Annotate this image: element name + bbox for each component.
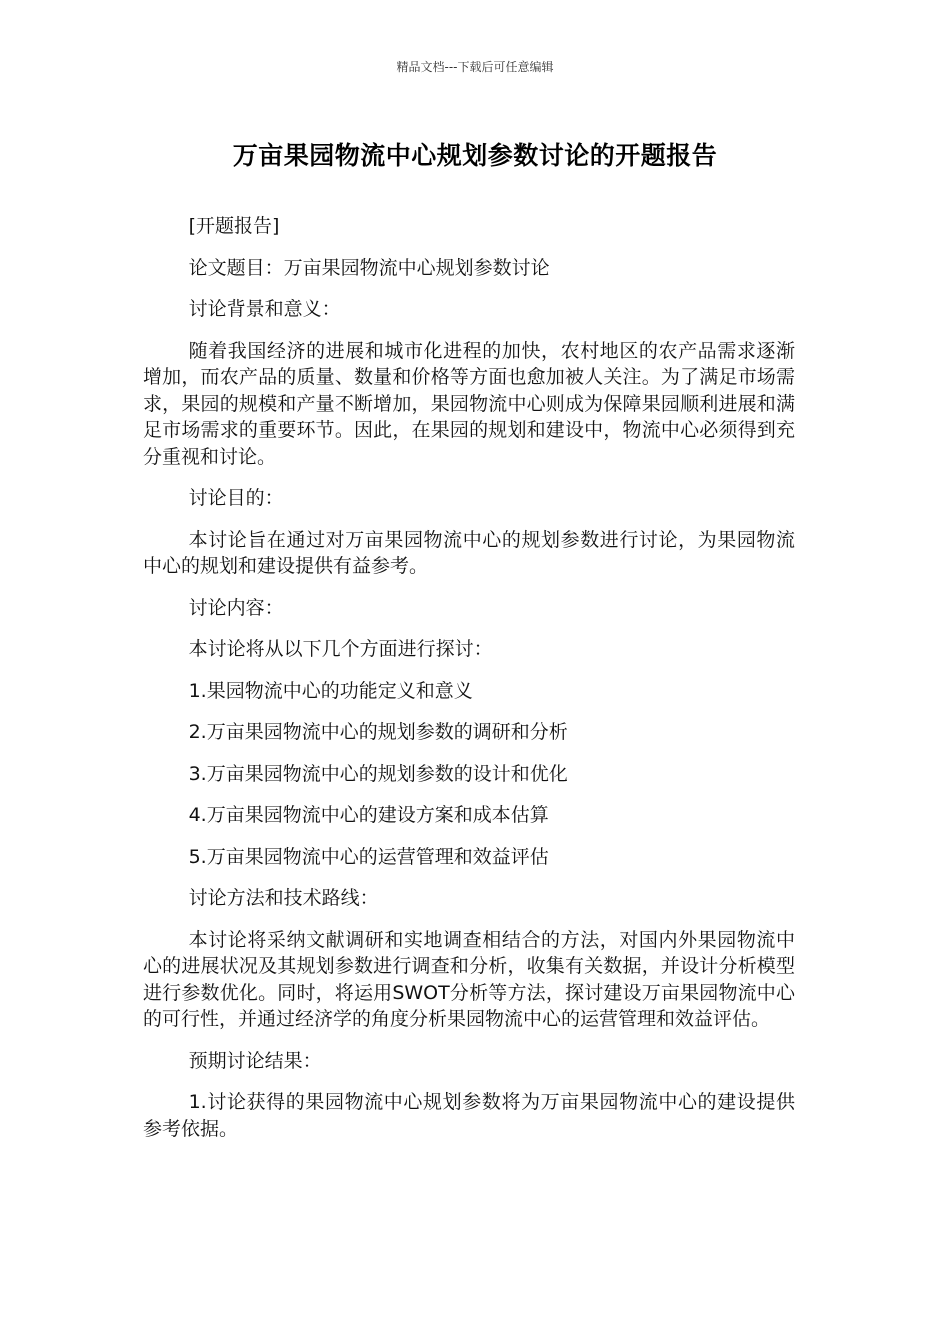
paragraph-methods: 本讨论将采纳文献调研和实地调查相结合的方法，对国内外果园物流中心的进展状况及其规划参数进行调查和分析，收集有关数据，并设计分析模型进行参数优化。同时，将运用SWOT分析等方法，探讨建设万亩果园物流中心的可行性，并通过经济学的角度分析果园物流中心的运营管理和效益评估。: [143, 928, 795, 1030]
paragraph-content-intro: 本讨论将从以下几个方面进行探讨：: [188, 638, 493, 660]
heading-background: 讨论背景和意义：: [188, 298, 341, 320]
heading-purpose: 讨论目的：: [188, 487, 284, 509]
list-item-2: 2.万亩果园物流中心的规划参数的调研和分析: [188, 721, 568, 743]
heading-content: 讨论内容：: [188, 596, 284, 619]
paragraph-thesis-title: 论文题目：万亩果园物流中心规划参数讨论: [188, 256, 550, 279]
list-item-1: 1.果园物流中心的功能定义和意义: [188, 679, 473, 702]
list-item-3: 3.万亩果园物流中心的规划参数的设计和优化: [188, 762, 568, 785]
paragraph-expected-result-1: 1.讨论获得的果园物流中心规划参数将为万亩果园物流中心的建设提供参考依据。: [143, 1091, 795, 1140]
paragraph-purpose: 本讨论旨在通过对万亩果园物流中心的规划参数进行讨论，为果园物流中心的规划和建设提供有益参考。: [143, 528, 795, 577]
header-note: 精品文档---下载后可任意编辑: [396, 60, 554, 74]
list-item-4: 4.万亩果园物流中心的建设方案和成本估算: [188, 804, 549, 826]
list-item-5: 5.万亩果园物流中心的运营管理和效益评估: [188, 845, 549, 868]
heading-methods: 讨论方法和技术路线：: [188, 887, 379, 909]
document-body: [143, 213, 795, 1157]
document-title: 万亩果园物流中心规划参数讨论的开题报告: [232, 141, 718, 170]
heading-expected-results: 预期讨论结果：: [188, 1049, 322, 1072]
paragraph-report-label: [开题报告]: [188, 215, 280, 237]
paragraph-background: 随着我国经济的进展和城市化进程的加快，农村地区的农产品需求逐渐增加，而农产品的质量、数量和价格等方面也愈加被人关注。为了满足市场需求，果园的规模和产量不断增加，果园物流中心则成为保障果园顺利进展和满足市场需求的重要环节。因此，在果园的规划和建设中，物流中心必须得到充分重视和讨论。: [143, 339, 795, 468]
